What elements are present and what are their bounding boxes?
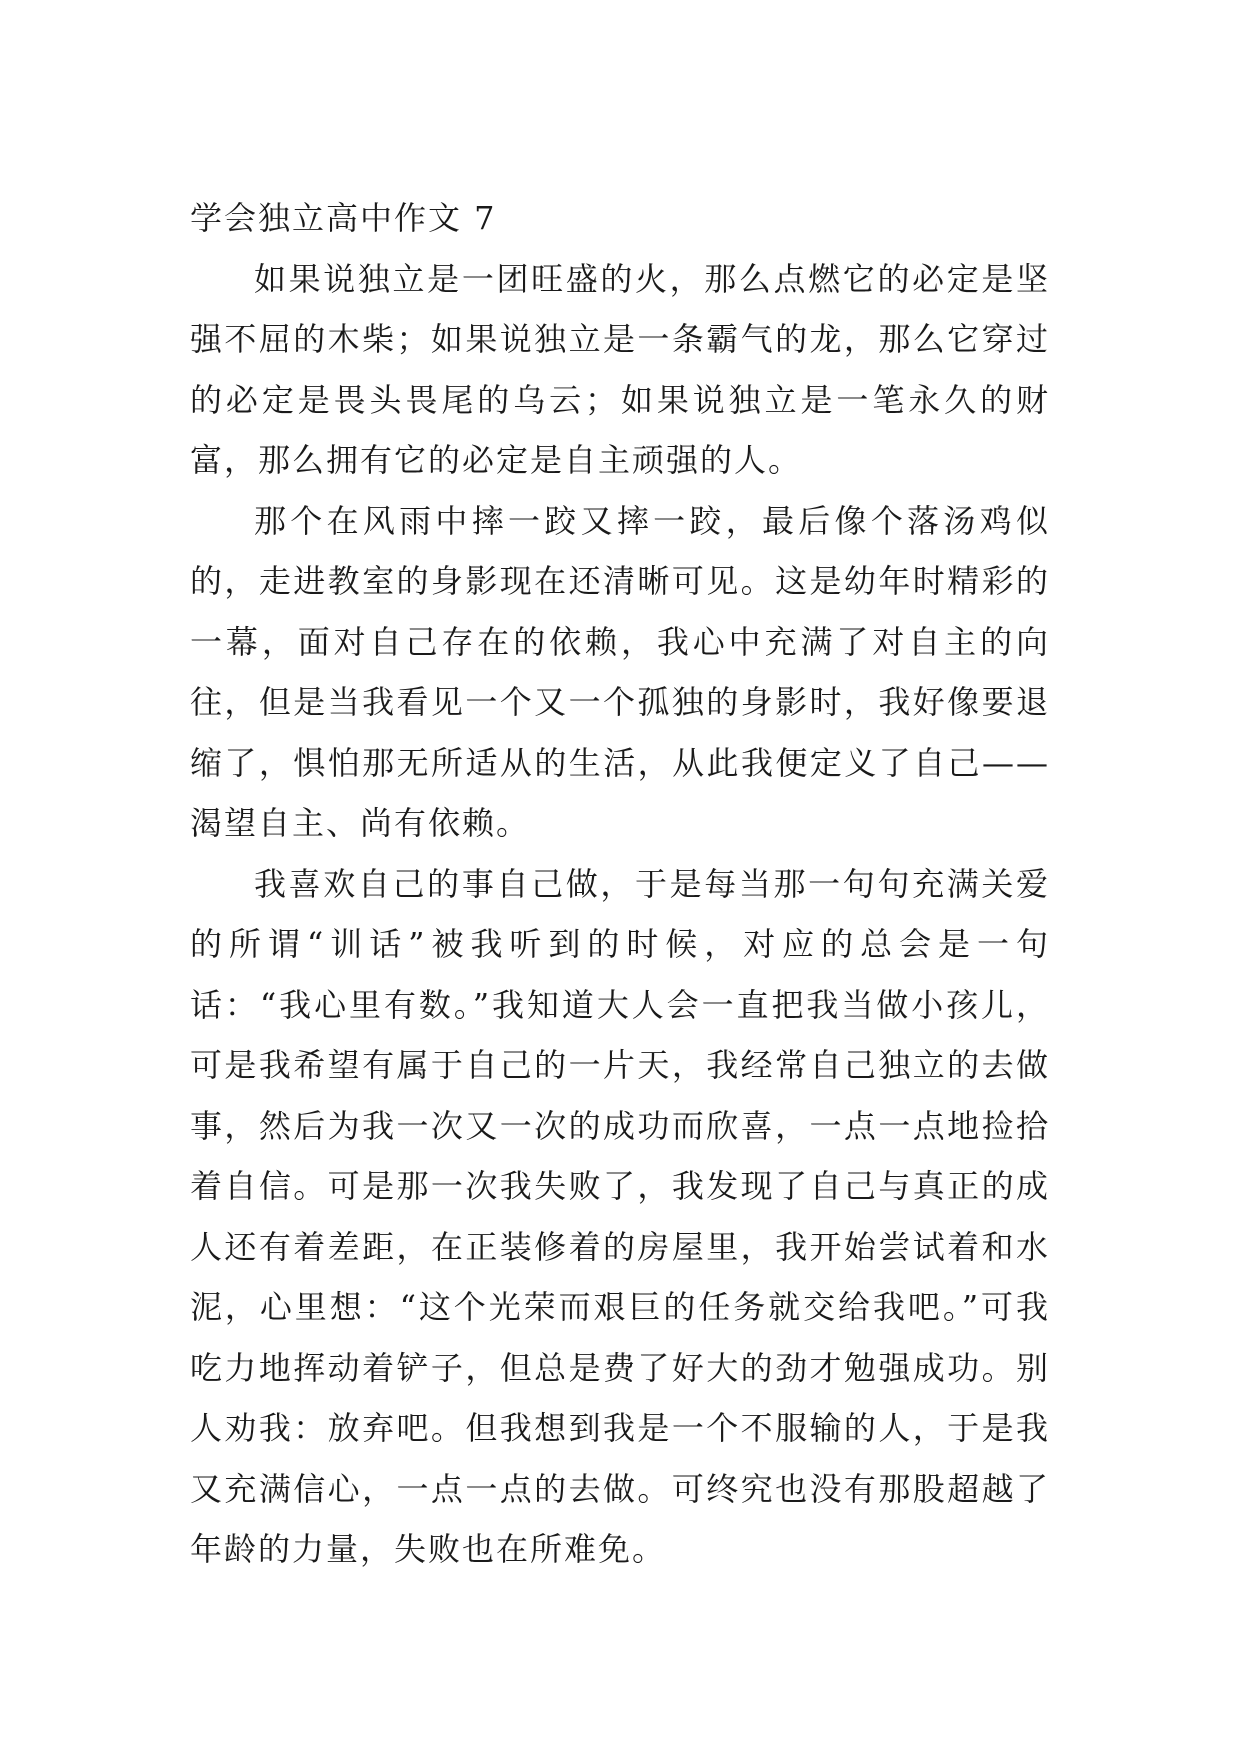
document-title: 学会独立高中作文 7 [190, 199, 497, 237]
paragraph-2: 那个在风雨中摔一跤又摔一跤，最后像个落汤鸡似的，走进教室的身影现在还清晰可见。这是幼年时精彩的一幕，面对自己存在的依赖，我心中充满了对自主的向往，但是当我看见一个又一个孤独的身影时，我好像要退缩了，惧怕那无所适从的生活，从此我便定义了自己——渴望自主、尚有依赖。 [190, 501, 1050, 842]
paragraph-3: 我喜欢自己的事自己做，于是每当那一句句充满关爱的所谓“训话”被我听到的时候，对应的总会是一句话：“我心里有数。”我知道大人会一直把我当做小孩儿，可是我希望有属于自己的一片天，我经常自己独立的去做事，然后为我一次又一次的成功而欣喜，一点一点地捡拾着自信。可是那一次我失败了，我发现了自己与真正的成人还有着差距，在正装修着的房屋里，我开始尝试着和水泥，心里想：“这个光荣而艰巨的任务就交给我吧。”可我吃力地挥动着铲子，但总是费了好大的劲才勉强成功。别人劝我：放弃吧。但我想到我是一个不服输的人，于是我又充满信心，一点一点的去做。可终究也没有那股超越了年龄的力量，失败也在所难免。 [190, 864, 1050, 1568]
document-body [190, 188, 1050, 1580]
paragraph-1: 如果说独立是一团旺盛的火，那么点燃它的必定是坚强不屈的木柴；如果说独立是一条霸气的龙，那么它穿过的必定是畏头畏尾的乌云；如果说独立是一笔永久的财富，那么拥有它的必定是自主顽强的人。 [190, 259, 1050, 479]
